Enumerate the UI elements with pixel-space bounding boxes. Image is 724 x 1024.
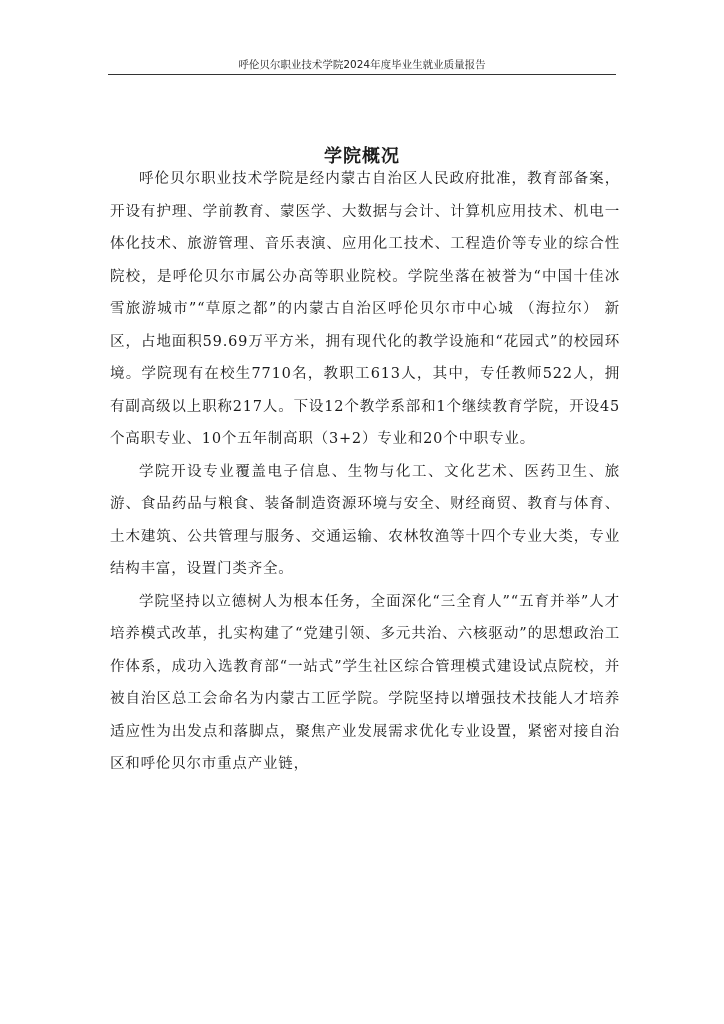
body-text (110, 163, 620, 781)
paragraph-overview: 呼伦贝尔职业技术学院是经内蒙古自治区人民政府批准，教育部备案，开设有护理、学前教育、蒙医学、大数据与会计、计算机应用技术、机电一体化技术、旅游管理、音乐表演、应用化工技术、工程造价等专业的综合性院校，是呼伦贝尔市属公办高等职业院校。学院坐落在被誉为“中国十佳冰雪旅游城市”“草原之都”的内蒙古自治区呼伦贝尔市中心城 （海拉尔） 新区，占地面积59.69万平方米，拥有现代化的教学设施和“花园式”的校园环境。学院现有在校生7710名，教职工613人，其中，专任教师522人，拥有副高级以上职称217人。下设12个教学系部和1个继续教育学院，开设45个高职专业、10个五年制高职（3+2）专业和20个中职专业。 (110, 171, 620, 447)
section-title: 学院概况 (324, 146, 400, 168)
paragraph-education: 学院坚持以立德树人为根本任务，全面深化“三全育人”“五育并举”人才培养模式改革，扎实构建了“党建引领、多元共治、六核驱动”的思想政治工作体系，成功入选教育部“一站式”学生社区综合管理模式建设试点院校，并被自治区总工会命名为内蒙古工匠学院。学院坚持以增强技术技能人才培养适应性为出发点和落脚点，聚焦产业发展需求优化专业设置，紧密对接自治区和呼伦贝尔市重点产业链， (110, 593, 620, 772)
running-header: 呼伦贝尔职业技术学院2024年度毕业生就业质量报告 (238, 59, 486, 71)
paragraph-majors: 学院开设专业覆盖电子信息、生物与化工、文化艺术、医药卫生、旅游、食品药品与粮食、装备制造资源环境与安全、财经商贸、教育与体育、土木建筑、公共管理与服务、交通运输、农林牧渔等十四个专业大类，专业结构丰富，设置门类齐全。 (110, 463, 620, 577)
header-divider (108, 74, 616, 75)
